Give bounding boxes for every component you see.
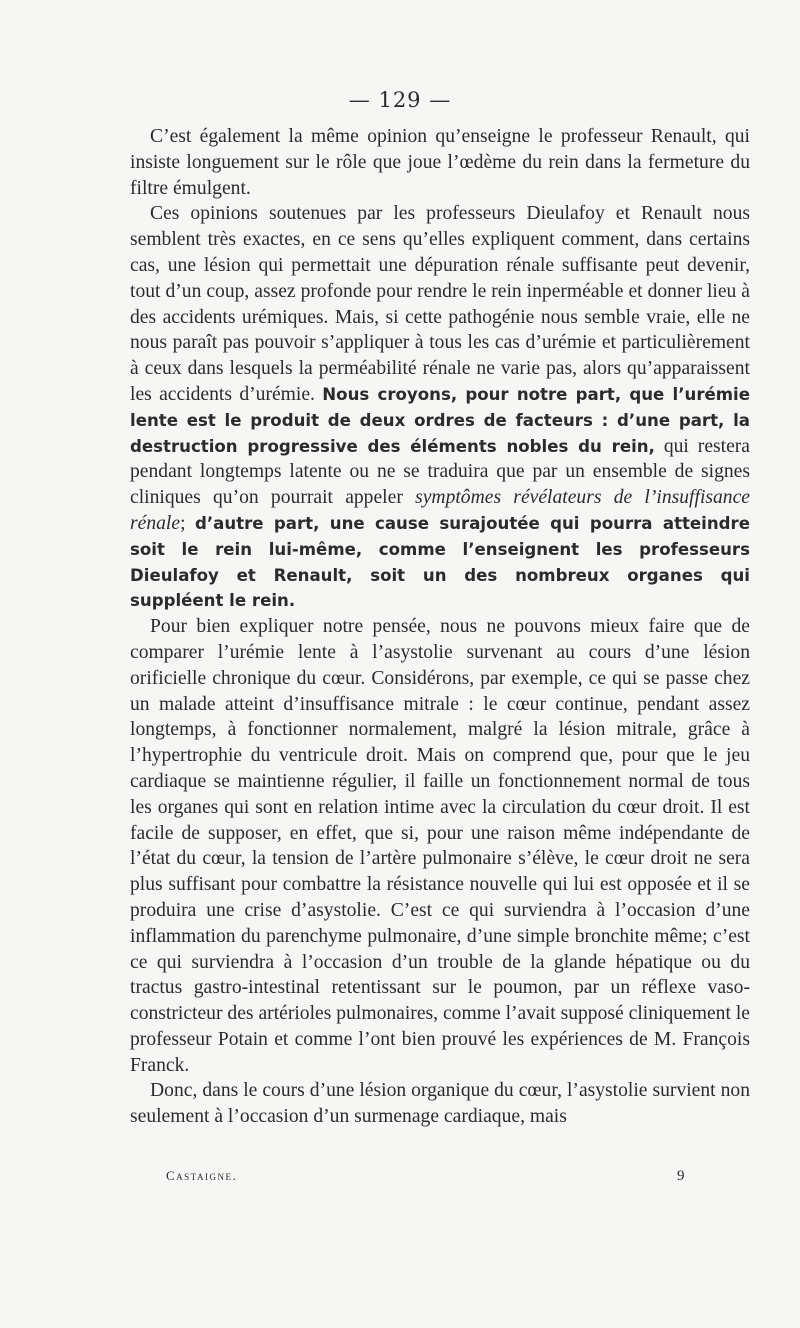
page-footer [166, 1168, 686, 1184]
text-run: Donc, dans le cours d’une lésion organique du cœur, l’asystolie survient non seulement à l’occasion d’un surmenage cardiaque, mais [130, 1080, 750, 1128]
signature-mark: 9 [677, 1168, 686, 1184]
text-run: Ces opinions soutenues par les professeurs Dieulafoy et Renault nous semblent très exactes, en ce sens qu’elles expliquent comment, dans certains cas, une lésion qui permettait une dépuration rénale suffisante peut devenir, tout d’un coup, assez profonde pour rendre le rein inperméable et donner lieu à des accidents urémiques. Mais, si cette pathogénie nous semble vraie, elle ne nous paraît pas pouvoir s’appliquer à tous les cas d’urémie et particulièrement à ceux dans lesquels la perméabilité rénale ne varie pas, alors qu’apparaissent les accidents d’urémie. [130, 203, 750, 405]
paragraph [130, 614, 750, 1078]
body-text [130, 124, 750, 1130]
page-number: — 129 — [348, 88, 452, 112]
text-run: Pour bien expliquer notre pensée, nous ne pouvons mieux faire que de comparer l’urémie lente à l’asystolie survenant au cours d’une lésion orificielle chronique du cœur. Considérons, par exemple, ce qui se passe chez un malade atteint d’insuffisance mitrale : le cœur continue, pendant assez longtemps, à fonctionner normalement, malgré la lésion mitrale, grâce à l’hypertrophie du ventricule droit. Mais on comprend que, pour que le jeu cardiaque se maintienne régulier, il faille un fonctionnement normal de tous les organes qui sont en relation intime avec la circulation du cœur droit. Il est facile de supposer, en effet, que si, pour une raison même indépendante de l’état du cœur, la tension de l’artère pulmonaire s’élève, le cœur droit ne sera plus suffisant pour combattre la résistance nouvelle qui lui est opposée et il se produira une crise d’asystolie. C’est ce qui surviendra à l’occasion d’une inflammation du parenchyme pulmonaire, d’une simple bronchite même; c’est ce qui surviendra à l’occasion d’un trouble de la glande hépatique ou du tractus gastro-intestinal retentissant sur le poumon, par un réflexe vaso-constricteur des artérioles pulmonaires, comme l’avait supposé cliniquement le professeur Potain et comme l’ont bien prouvé les expériences de M. François Franck. [130, 616, 750, 1076]
text-run: ; [180, 512, 195, 534]
paragraph [130, 1078, 750, 1130]
text-run: C’est également la même opinion qu’enseigne le professeur Renault, qui insiste longuement sur le rôle que joue l’œdème du rein dans la fermeture du filtre émulgent. [130, 126, 750, 199]
footer-author: Castaigne. [166, 1168, 238, 1183]
paragraph [130, 201, 750, 614]
italic-text: symptômes révélateurs de l’insuffisance rénale [130, 487, 750, 534]
bold-text: d’autre part, une cause surajoutée qui pourra atteindre soit le rein lui-même, comme l’enseignent les professeurs Dieulafoy et Renault, soit un des nombreux organes qui suppléent le rein. [130, 513, 750, 611]
bold-text: Nous croyons, pour notre part, que l’urémie lente est le produit de deux ordres de facteurs : d’une part, la destruction progressive des éléments nobles du rein, [130, 384, 750, 456]
paragraph [130, 124, 750, 201]
text-run: qui restera pendant longtemps latente ou ne se traduira que par un ensemble de signes cliniques qu’on pourrait appeler [130, 435, 751, 509]
